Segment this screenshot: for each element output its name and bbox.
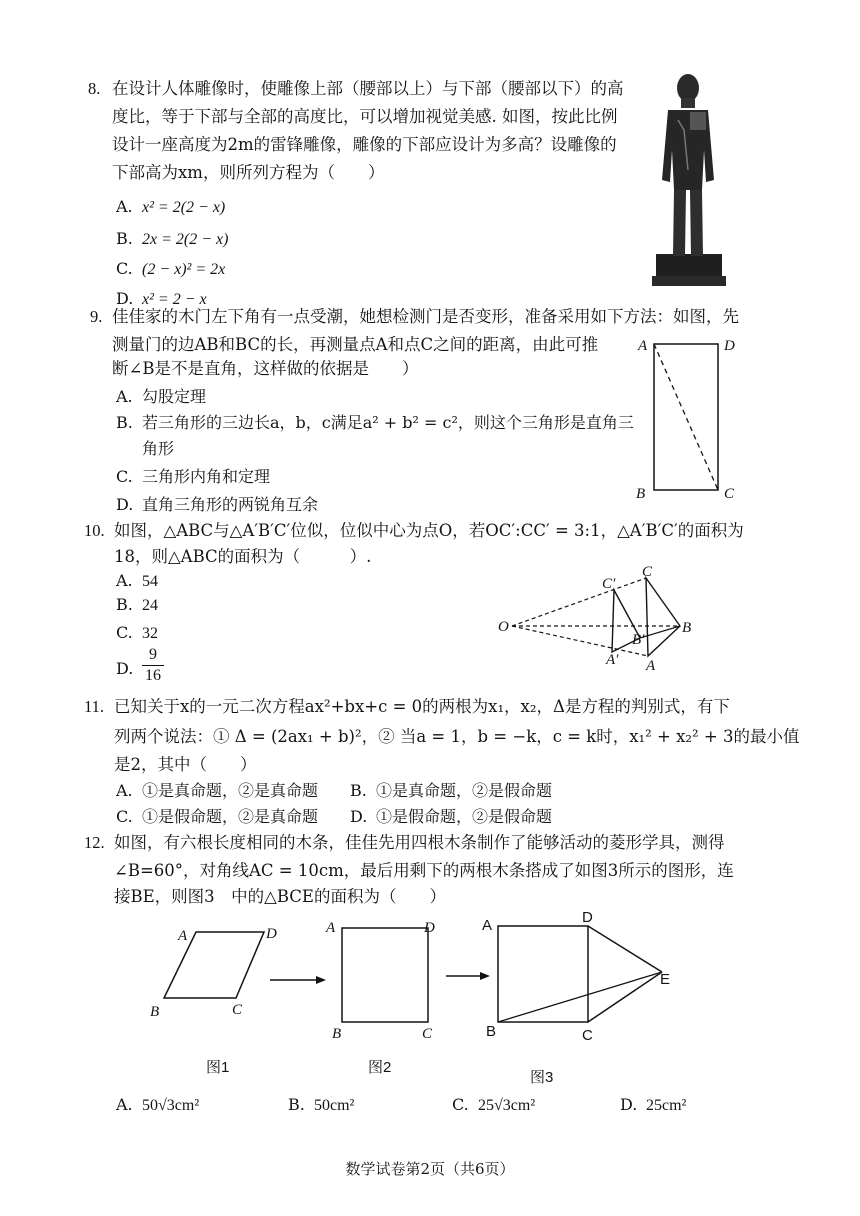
option-b[interactable]: B. 若三角形的三边长a，b，c满足a² + b² = c²，则这个三角形是直角三 [116,413,634,432]
question-text-line: 列两个说法：① Δ = (2ax₁ + b)²，② 当a = 1，b = −k，c = k时，x₁² + x₂² + 3的最小值 [114,727,800,746]
option-a[interactable]: A. ①是真命题，②是真命题 [116,781,319,800]
fig1-label-d: D [266,926,277,942]
label-a-prime: A′ [606,652,619,668]
option-c[interactable]: C. ①是假命题，②是真命题 [116,807,319,826]
caption-fig1: 图1 [206,1059,230,1076]
question-text-line: 断∠B是不是直角，这样做的依据是 ） [112,359,419,378]
fig1-label-b: B [150,1004,160,1020]
option-c[interactable]: C. 三角形内角和定理 [116,467,271,486]
fig1-label-c: C [232,1002,243,1018]
question-number: 8. [88,79,101,98]
question-text-line: 如图，△ABC与△A′B′C′位似，位似中心为点O，若OC′:CC′ = 3:1，△A′B′C′的面积为 [114,521,744,540]
option-b-continued: 角形 [142,439,175,458]
fig1-label-a: A [178,928,188,944]
label-o: O [498,619,509,635]
page-footer: 数学试卷第2页（共6页） [345,1160,515,1178]
question-text-line: 是2，其中（ ） [114,755,257,774]
question-text-line: 下部高为xm，则所列方程为（ ） [112,163,385,182]
option-c[interactable]: C. (2 − x)² = 2x [116,259,226,278]
question-text-line: 测量门的边AB和BC的长，再测量点A和点C之间的距离，由此可推 [112,335,599,354]
question-text-line: 已知关于x的一元二次方程ax²+bx+c = 0的两根为x₁，x₂，Δ是方程的判别式，有下 [114,697,730,716]
label-b-prime: B′ [632,632,645,648]
label-c: C [724,486,735,502]
question-number: 9. [90,307,103,326]
question-text-line: 设计一座高度为2m的雷锋雕像，雕像的下部应设计为多高？设雕像的 [112,135,617,154]
option-b[interactable]: B. ①是真命题，②是假命题 [350,781,553,800]
fig2-label-b: B [332,1026,342,1042]
label-b: B [636,486,646,502]
fig3-label-a: A [482,917,493,934]
option-d-fraction: 9 16 [142,646,164,685]
question-text-line: 18，则△ABC的面积为（ ）. [114,547,372,566]
door-figure [632,330,748,506]
label-a: A [646,658,656,674]
question-text-line: 如图，有六根长度相同的木条，佳佳先用四根木条制作了能够活动的菱形学具，测得 [114,833,725,852]
label-a: A [638,338,648,354]
question-number: 11. [84,697,105,716]
question-text-line: ∠B=60°，对角线AC = 10cm，最后用剩下的两根木条搭成了如图3所示的图形，连 [114,861,734,880]
option-d[interactable]: D. 25cm² [620,1095,687,1114]
fig2-label-c: C [422,1026,433,1042]
option-b[interactable]: B. 2x = 2(2 − x) [116,229,229,248]
question-text-line: 在设计人体雕像时，使雕像上部（腰部以上）与下部（腰部以下）的高 [112,79,624,98]
option-a[interactable]: A. 50√3cm² [116,1095,200,1114]
question-text-line: 度比，等于下部与全部的高度比，可以增加视觉美感. 如图，按此比例 [112,107,618,126]
option-a[interactable]: A. 54 [116,571,158,590]
option-b[interactable]: B. 24 [116,595,158,614]
option-c[interactable]: C. 32 [116,623,158,642]
option-b[interactable]: B. 50cm² [288,1095,355,1114]
option-d[interactable]: D. 直角三角形的两锐角互余 [116,495,319,514]
label-b: B [682,620,692,636]
homothety-figure [496,562,706,676]
rhombus-figures [140,906,700,1096]
fig3-label-b: B [486,1023,497,1040]
label-c-prime: C′ [602,576,616,592]
question-text-line: 佳佳家的木门左下角有一点受潮，她想检测门是否变形，准备采用如下方法：如图，先 [112,307,739,326]
question-number: 12. [84,833,105,852]
caption-fig2: 图2 [368,1059,392,1076]
question-number: 10. [84,521,105,540]
caption-fig3: 图3 [530,1069,554,1086]
fig3-label-d: D [582,909,593,926]
statue-image [648,70,730,288]
option-d[interactable]: D. x² = 2 − x [116,289,207,308]
option-a[interactable]: A. x² = 2(2 − x) [116,197,226,216]
label-d: D [724,338,735,354]
option-d[interactable]: D. ①是假命题，②是假命题 [350,807,553,826]
option-c[interactable]: C. 25√3cm² [452,1095,536,1114]
fig3-label-e: E [660,971,671,988]
option-a[interactable]: A. 勾股定理 [116,387,207,406]
option-d[interactable]: D. [116,659,134,678]
fig2-label-d: D [424,920,435,936]
question-text-line: 接BE，则图3 中的△BCE的面积为（ ） [114,887,446,906]
fig3-label-c: C [582,1027,593,1044]
fig2-label-a: A [326,920,336,936]
label-c: C [642,564,653,580]
